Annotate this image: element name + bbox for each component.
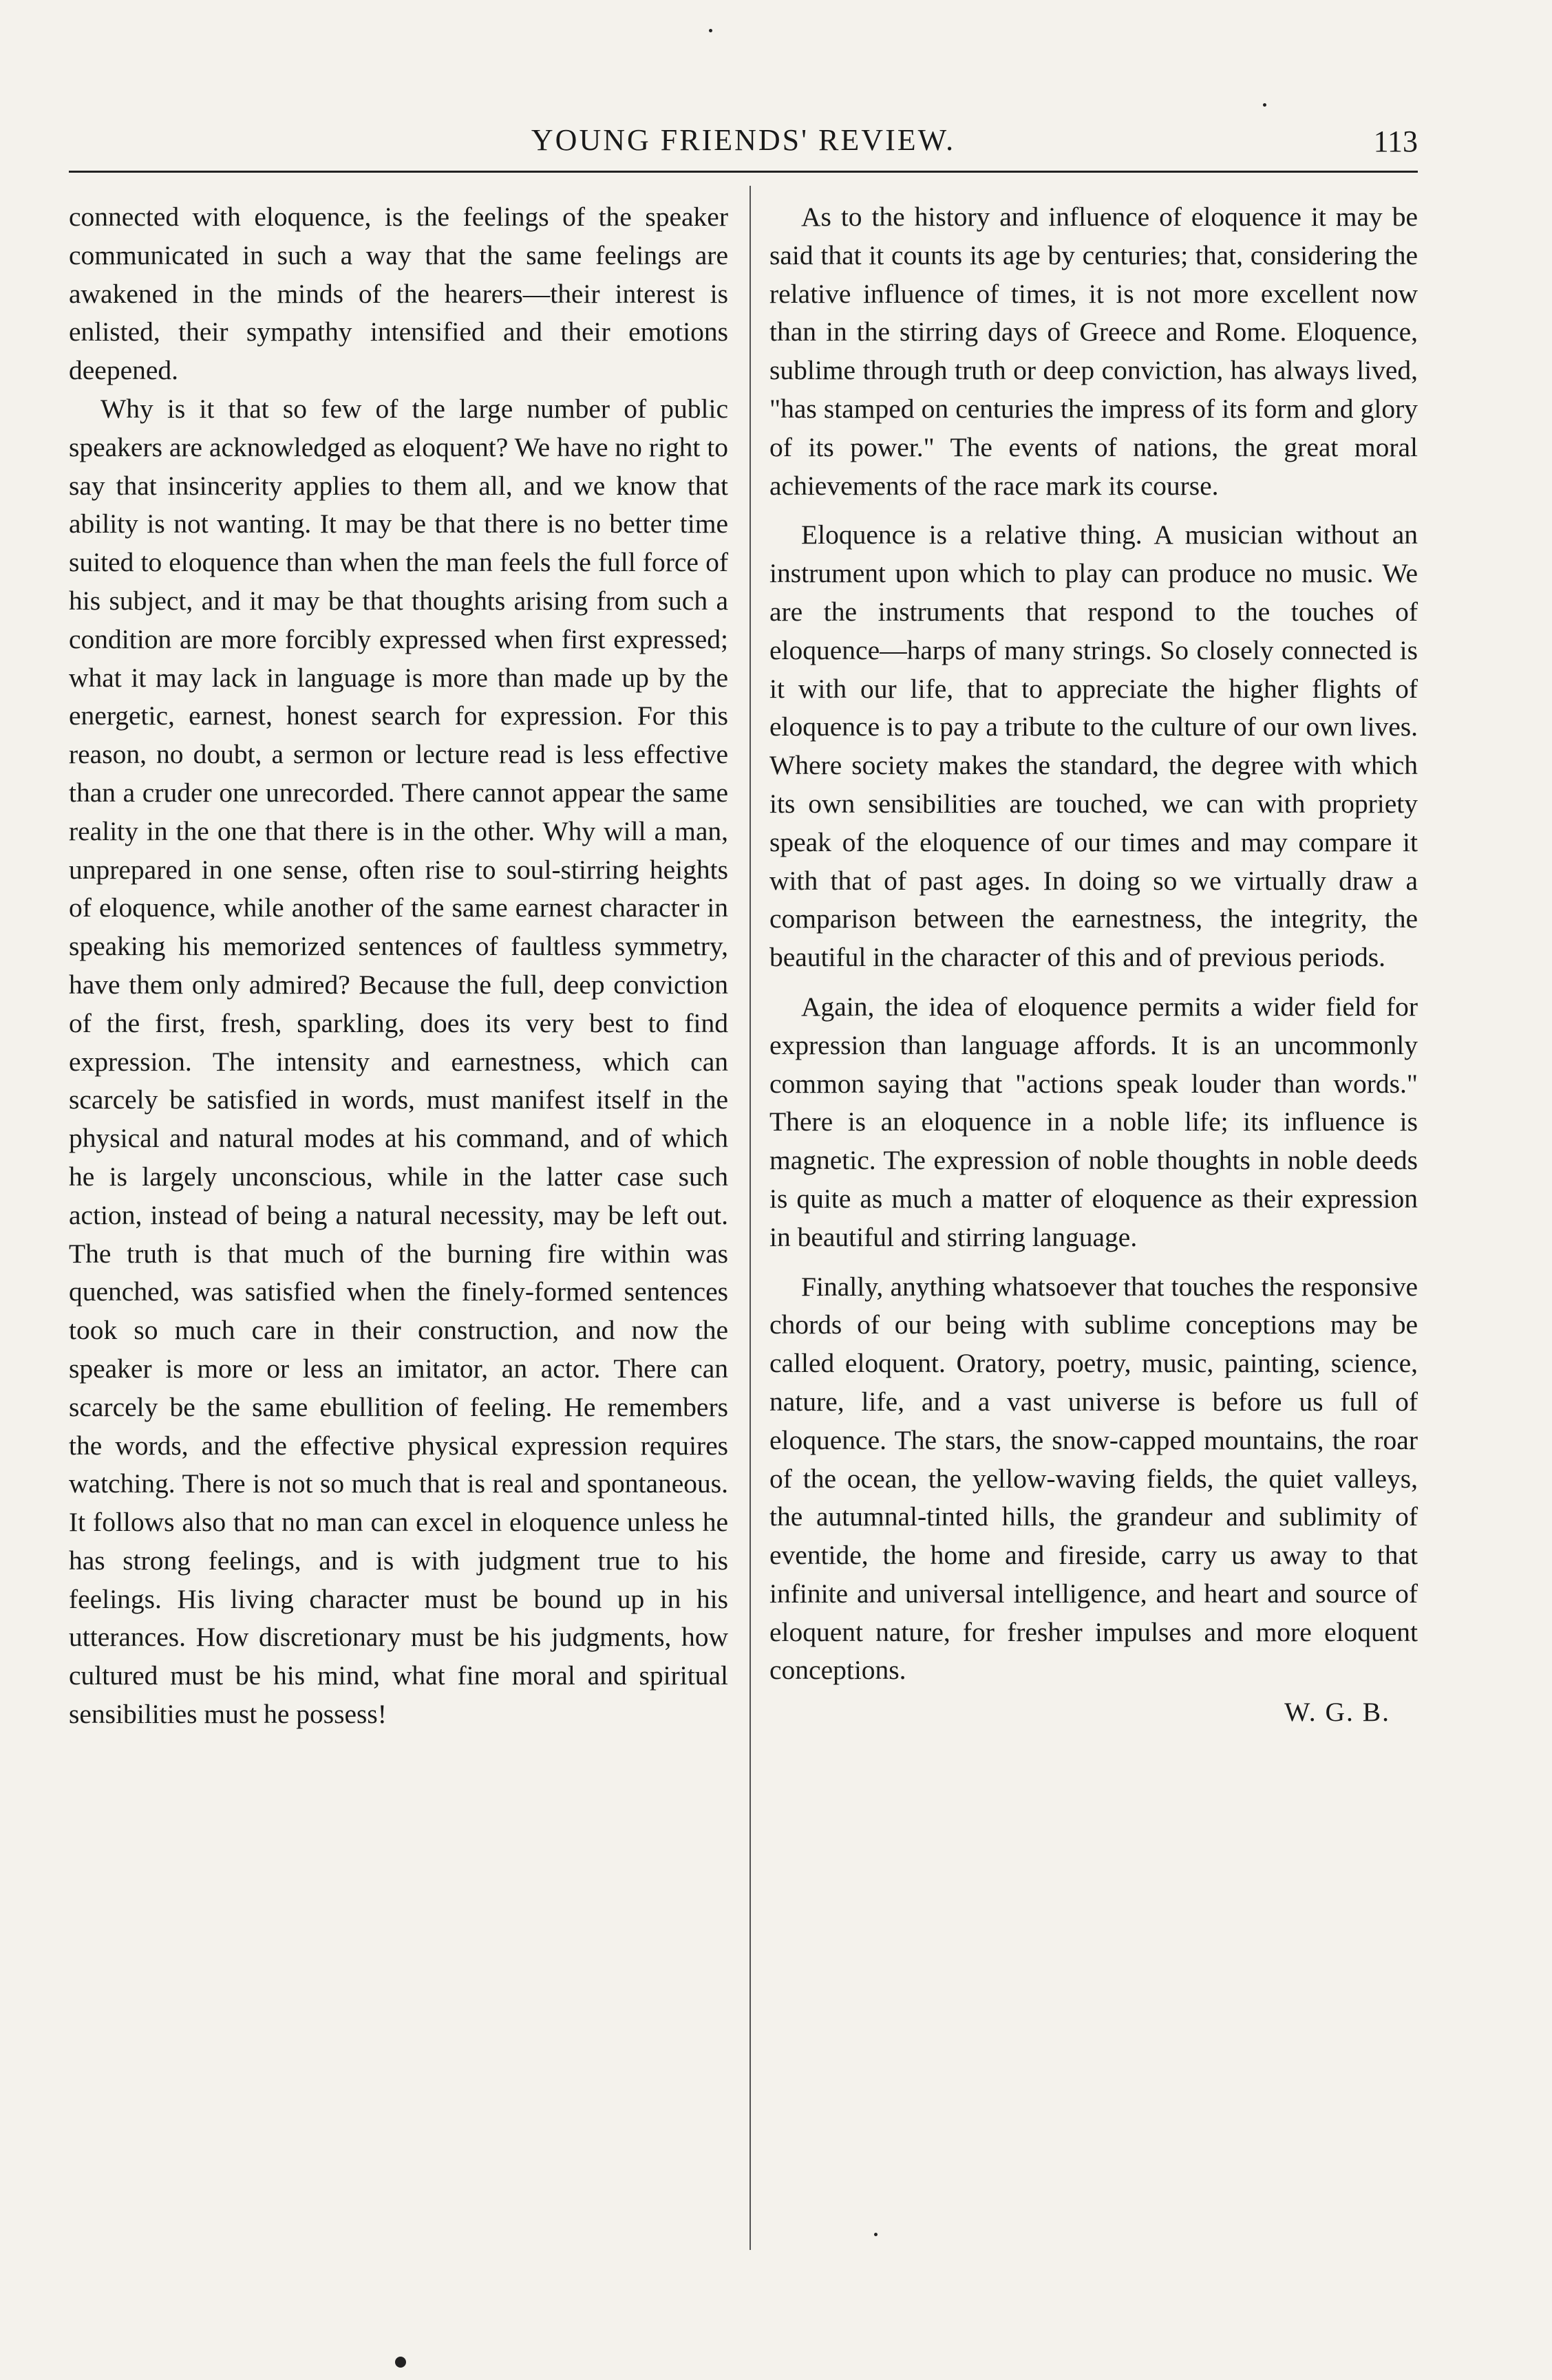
header-rule <box>69 171 1418 173</box>
paragraph: As to the history and influence of eloquence it may be said that it counts its age by centuries; that, considering the relative influence of times, it is not more excellent now than in the stirring days of Greece and Rome. Eloquence, sublime through truth or deep conviction, has always lived, "has stamped on centuries the impress of its form and glory of its power." The events of nations, the great moral achievements of the race mark its course. <box>769 202 1418 501</box>
author-signature: W. G. B. <box>1284 1697 1390 1728</box>
page-header <box>69 122 1418 164</box>
right-column <box>769 198 1418 1731</box>
ink-speck <box>1263 103 1266 107</box>
page-number: 113 <box>1373 125 1418 158</box>
left-column <box>69 198 728 1734</box>
paragraph: Eloquence is a relative thing. A musician without an instrument upon which to play can produce no music. We are the instruments that respond to the touches of eloquence—harps of many strings. So closely connected is it with our life, that to appreciate the higher flights of eloquence is to pay a tribute to the culture of our own lives. Where society makes the standard, the degree with which its own sensibilities are touched, we can with propriety speak of the eloquence of our times and may compare it with that of past ages. In doing so we virtually draw a comparison between the earnestness, the integrity, the beautiful in the character of this and of previous periods. <box>769 519 1418 973</box>
ink-speck <box>874 2233 878 2236</box>
ink-speck <box>395 2357 406 2368</box>
running-title: YOUNG FRIENDS' REVIEW. <box>531 123 956 157</box>
paragraph: Again, the idea of eloquence permits a wider field for expression than language affords. It is an uncommonly common saying that "actions speak louder than words." There is an eloquence in a noble life; its influence is magnetic. The expression of noble thoughts in noble deeds is quite as much a matter of eloquence as their expression in beautiful and stirring language. <box>769 991 1418 1252</box>
paragraph: connected with eloquence, is the feelings of the speaker communicated in such a way that the same feelings are awakened in the minds of the hearers—their interest is enlisted, their sympathy intensified and their emotions deepened. <box>69 202 728 386</box>
ink-speck <box>709 29 712 32</box>
paragraph: Finally, anything whatsoever that touches the responsive chords of our being with sublime conceptions may be called eloquent. Oratory, poetry, music, painting, science, nature, life, and a vast universe is before us full of eloquence. The stars, the snow-capped mountains, the roar of the ocean, the yellow-waving fields, the quiet valleys, the autumnal-tinted hills, the grandeur and sublimity of eventide, the home and fireside, carry us away to that infinite and universal intelligence, and heart and source of eloquent nature, for fresher impulses and more eloquent conceptions. <box>769 1271 1418 1686</box>
column-divider <box>750 186 751 2250</box>
paragraph: Why is it that so few of the large number of public speakers are acknowledged as eloquent? We have no right to say that insincerity applies to them all, and we know that ability is not wanting. It may be that there is no better time suited to eloquence than when the man feels the full force of his subject, and it may be that thoughts arising from such a condition are more forcibly expressed when first expressed; what it may lack in language is more than made up by the energetic, earnest, honest search for expression. For this reason, no doubt, a sermon or lecture read is less effective than a cruder one unrecorded. There cannot appear the same reality in the one that there is in the other. Why will a man, unprepared in one sense, often rise to soul-stirring heights of eloquence, while another of the same earnest character in speaking his memorized sentences of faultless symmetry, have them only admired? Because the full, deep conviction of the first, fresh, sparkling, does its very best to find expression. The intensity and earnestness, which can scarcely be satisfied in words, must manifest itself in the physical and natural modes at his command, and of which he is largely unconscious, while in the latter case such action, instead of being a natural necessity, may be left out. The truth is that much of the burning fire within was quenched, was satisfied when the finely-formed sentences took so much care in their construction, and now the speaker is more or less an imitator, an actor. There can scarcely be the same ebullition of feeling. He remembers the words, and the effective physical expression requires watching. There is not so much that is real and spontaneous. It follows also that no man can excel in eloquence unless he has strong feelings, and is with judgment true to his feelings. His living character must be bound up in his utterances. How discretionary must be his judgments, how cultured must be his mind, what fine moral and spiritual sensibilities must he possess! <box>69 393 728 1730</box>
